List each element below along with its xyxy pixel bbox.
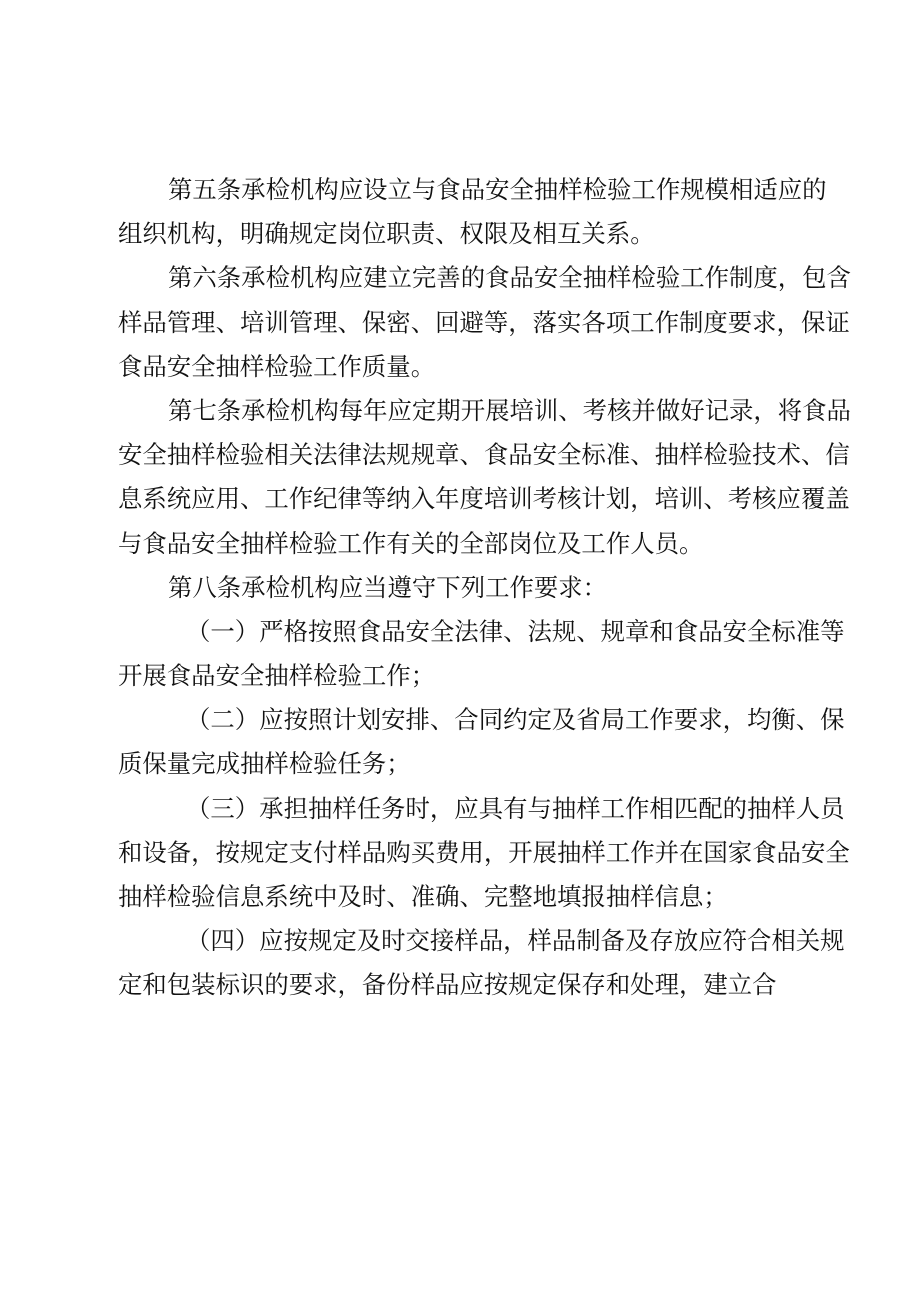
item-3-line-2: 和设备，按规定支付样品购买费用，开展抽样工作并在国家食品安全 [118,837,850,867]
document-body [118,168,851,1008]
item-2-line-2: 质保量完成抽样检验任务； [118,749,411,779]
article-7-line-2: 安全抽样检验相关法律法规规章、食品安全标准、抽样检验技术、信 [118,440,850,470]
article-7-line-4: 与食品安全抽样检验工作有关的全部岗位及工作人员。 [118,528,704,558]
item-3-line-1: （三）承担抽样任务时，应具有与抽样工作相匹配的抽样人员 [186,793,845,823]
item-4-line-1: （四）应按规定及时交接样品，样品制备及存放应符合相关规 [186,926,845,956]
item-2-line-1: （二）应按照计划安排、合同约定及省局工作要求，均衡、保 [186,705,845,735]
item-4-line-2: 定和包装标识的要求，备份样品应按规定保存和处理，建立合 [118,970,777,1000]
article-6-line-3: 食品安全抽样检验工作质量。 [118,351,436,381]
article-5-line-2: 组织机构，明确规定岗位职责、权限及相互关系。 [118,219,655,249]
item-1-line-2: 开展食品安全抽样检验工作； [118,661,436,691]
item-3-line-3: 抽样检验信息系统中及时、准确、完整地填报抽样信息； [118,882,728,911]
item-1-line-1: （一）严格按照食品安全法律、法规、规章和食品安全标准等 [186,616,845,646]
article-6-line-2: 样品管理、培训管理、保密、回避等，落实各项工作制度要求，保证 [118,307,850,337]
article-7-line-1: 第七条承检机构每年应定期开展培训、考核并做好记录，将食品 [168,395,851,425]
article-6-line-1: 第六条承检机构应建立完善的食品安全抽样检验工作制度，包含 [168,263,851,293]
article-5-line-1: 第五条承检机构应设立与食品安全抽样检验工作规模相适应的 [168,175,827,204]
article-8-heading: 第八条承检机构应当遵守下列工作要求： [168,572,608,602]
article-7-line-3: 息系统应用、工作纪律等纳入年度培训考核计划，培训、考核应覆盖 [118,484,850,514]
